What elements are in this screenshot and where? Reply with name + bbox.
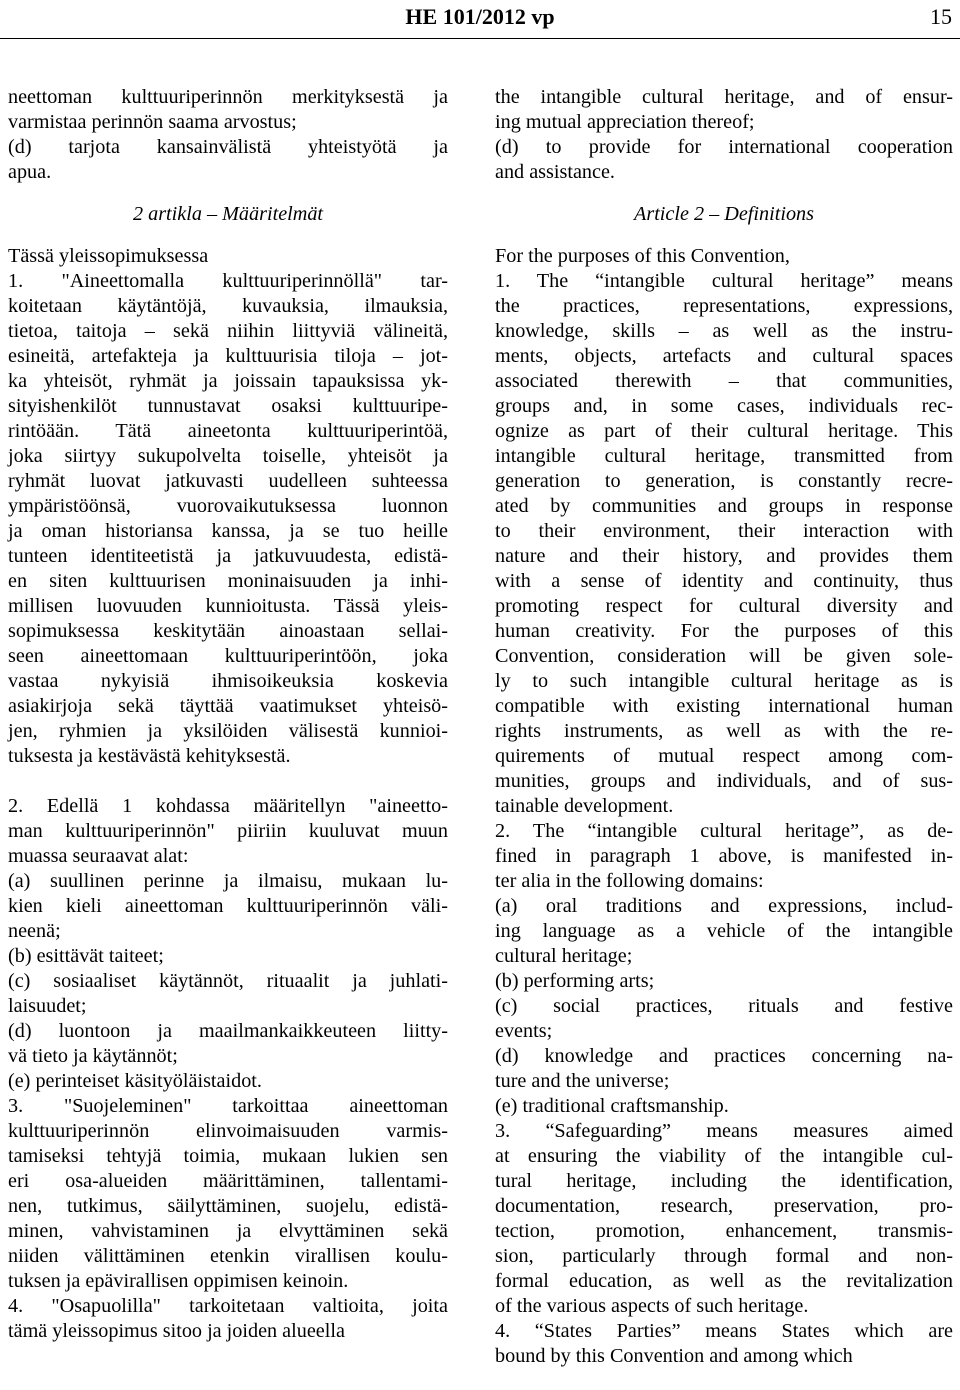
paragraph-line: en siten kulttuurisen moninaisuuden ja inhi- <box>8 570 448 592</box>
paragraph-line: asiakirjoja sekä täyttää vaatimukset yhteisö- <box>8 695 448 717</box>
paragraph-line: ognize as part of their cultural heritage. This <box>495 420 953 442</box>
document-id: HE 101/2012 vp <box>405 4 555 29</box>
page-number: 15 <box>930 4 952 29</box>
paragraph-line: (c) social practices, rituals and festive <box>495 995 953 1017</box>
header-rule <box>0 38 960 39</box>
paragraph-line: kien kieli aineettoman kulttuuriperinnön väli- <box>8 895 448 917</box>
paragraph-line: 3. "Suojeleminen" tarkoittaa aineettoman <box>8 1095 448 1117</box>
paragraph-line: (c) sosiaaliset käytännöt, rituaalit ja juhlati- <box>8 970 448 992</box>
intro-line: the intangible cultural heritage, and of ensur- <box>495 86 953 108</box>
paragraph-line: with a sense of identity and continuity, thus <box>495 570 953 592</box>
finnish-column <box>8 85 448 1344</box>
paragraph-line: vastaa nykyisiä ihmisoikeuksia koskevia <box>8 670 448 692</box>
paragraph-line: nen, tutkimus, säilyttäminen, suojelu, edistä- <box>8 1195 448 1217</box>
intro-line: apua. <box>8 161 52 183</box>
paragraph-line: human creativity. For the purposes of this <box>495 620 953 642</box>
paragraph-line: esineitä, artefakteja ja kulttuurisia tiloja – jot- <box>8 345 448 367</box>
paragraph-line: intangible cultural heritage, transmitted from <box>495 445 953 467</box>
paragraph-line: ated by communities and groups in response <box>495 495 953 517</box>
paragraph-line: documentation, research, preservation, pro- <box>495 1195 953 1217</box>
paragraph-line: the practices, representations, expressions, <box>495 295 953 317</box>
lead-line: Tässä yleissopimuksessa <box>8 245 209 267</box>
paragraph-line: ja oman historiansa kanssa, ja se tuo heille <box>8 520 448 542</box>
paragraph-line: tainable development. <box>495 795 674 817</box>
paragraph-line: tämä yleissopimus sitoo ja joiden alueella <box>8 1320 345 1342</box>
paragraph-line: knowledge, skills – as well as the instru- <box>495 320 953 342</box>
paragraph-line: sopimuksessa keskitytään ainoastaan sellai- <box>8 620 448 642</box>
paragraph-line: tunteen identiteetistä ja jatkuvuudesta, edistä- <box>8 545 448 567</box>
paragraph-line: to their environment, their interaction with <box>495 520 953 542</box>
paragraph-line: at ensuring the viability of the intangible cul- <box>495 1145 953 1167</box>
paragraph-line: groups and, in some cases, individuals rec- <box>495 395 953 417</box>
paragraph-line: of the various aspects of such heritage. <box>495 1295 809 1317</box>
paragraph-line: tamiseksi tehtyjä toimia, mukaan lukien sen <box>8 1145 448 1167</box>
paragraph-line: koitetaan käytäntöjä, kuvauksia, ilmauksia, <box>8 295 448 317</box>
paragraph-line: rintöään. Tätä aineetonta kulttuuriperintöä, <box>8 420 448 442</box>
paragraph-line: associated therewith – that communities, <box>495 370 953 392</box>
paragraph-line: ympäristöönsä, vuorovaikutuksessa luonnon <box>8 495 448 517</box>
paragraph-line: (a) suullinen perinne ja ilmaisu, mukaan lu- <box>8 870 448 892</box>
intro-line: neettoman kulttuuriperinnön merkityksestä ja <box>8 86 448 108</box>
paragraph-line: (b) esittävät taiteet; <box>8 945 164 967</box>
paragraph-line: bound by this Convention and among which <box>495 1345 853 1367</box>
paragraph-line: fined in paragraph 1 above, is manifested in- <box>495 845 953 867</box>
paragraph-line: ka yhteisöt, ryhmät ja joissain tapauksissa yk- <box>8 370 448 392</box>
paragraph-line: niiden välittäminen etenkin virallisen koulu- <box>8 1245 448 1267</box>
spacer <box>495 185 953 202</box>
paragraph-line: muassa seuraavat alat: <box>8 845 189 867</box>
paragraph-line: ter alia in the following domains: <box>495 870 764 892</box>
paragraph-line: (d) luontoon ja maailmankaikkeuteen liitty- <box>8 1020 448 1042</box>
paragraph-line: (d) knowledge and practices concerning na- <box>495 1045 953 1067</box>
paragraph-line: formal education, as well as the revitalization <box>495 1270 953 1292</box>
paragraph-line: (b) performing arts; <box>495 970 655 992</box>
paragraph-line: jen, ryhmien ja yksilöiden välisestä kunnioi- <box>8 720 448 742</box>
paragraph-line: munities, groups and individuals, and of sus- <box>495 770 953 792</box>
paragraph-line: ments, objects, artefacts and cultural spaces <box>495 345 953 367</box>
paragraph-line: 2. The “intangible cultural heritage”, as de- <box>495 820 953 842</box>
paragraph-line: 2. Edellä 1 kohdassa määritellyn "aineetto- <box>8 795 448 817</box>
paragraph-line: sityishenkilöt tunnustavat osaksi kulttuuripe- <box>8 395 448 417</box>
paragraph-line: (e) traditional craftsmanship. <box>495 1095 729 1117</box>
paragraph-line: (e) perinteiset käsityöläistaidot. <box>8 1070 262 1092</box>
paragraph-line: promoting respect for cultural diversity and <box>495 595 953 617</box>
paragraph-line: compatible with existing international human <box>495 695 953 717</box>
paragraph-line: Convention, consideration will be given sole- <box>495 645 953 667</box>
paragraph-line: sion, particularly through formal and non- <box>495 1245 953 1267</box>
paragraph-line: minen, vahvistaminen ja elvyttäminen sekä <box>8 1220 448 1242</box>
paragraph-line: seen aineettomaan kulttuuriperintöön, joka <box>8 645 448 667</box>
paragraph-line: ing language as a vehicle of the intangible <box>495 920 953 942</box>
paragraph-line: 3. “Safeguarding” means measures aimed <box>495 1120 953 1142</box>
spacer <box>8 769 448 794</box>
article-heading: 2 artikla – Määritelmät <box>132 203 324 225</box>
paragraph-line: events; <box>495 1020 553 1042</box>
paragraph-line: vä tieto ja käytännöt; <box>8 1045 178 1067</box>
paragraph-line: kulttuuriperinnön elinvoimaisuuden varmis- <box>8 1120 448 1142</box>
paragraph-line: nature and their history, and provides them <box>495 545 953 567</box>
english-column <box>495 85 953 1369</box>
intro-line: (d) tarjota kansainvälistä yhteistyötä ja <box>8 136 448 158</box>
spacer <box>8 227 448 244</box>
paragraph-line: tuksesta ja kestävästä kehityksestä. <box>8 745 291 767</box>
paragraph-line: tural heritage, including the identification, <box>495 1170 953 1192</box>
intro-line: (d) to provide for international cooperation <box>495 136 953 158</box>
paragraph-line: tection, promotion, enhancement, transmis- <box>495 1220 953 1242</box>
spacer <box>495 227 953 244</box>
paragraph-line: neenä; <box>8 920 61 942</box>
paragraph-line: ture and the universe; <box>495 1070 670 1092</box>
intro-line: varmistaa perinnön saama arvostus; <box>8 111 297 133</box>
paragraph-line: joka siirtyy sukupolvelta toiselle, yhteisöt ja <box>8 445 448 467</box>
paragraph-line: 1. The “intangible cultural heritage” means <box>495 270 953 292</box>
paragraph-line: 4. “States Parties” means States which are <box>495 1320 953 1342</box>
paragraph-line: generation to generation, is constantly recre- <box>495 470 953 492</box>
paragraph-line: quirements of mutual respect among com- <box>495 745 953 767</box>
paragraph-line: tuksen ja epävirallisen oppimisen keinoin. <box>8 1270 349 1292</box>
paragraph-line: tietoa, taitoja – sekä niihin liittyviä välineitä, <box>8 320 448 342</box>
paragraph-line: rights instruments, as well as with the re- <box>495 720 953 742</box>
paragraph-line: eri osa-alueiden määrittäminen, tallentami- <box>8 1170 448 1192</box>
intro-line: ing mutual appreciation thereof; <box>495 111 755 133</box>
intro-line: and assistance. <box>495 161 615 183</box>
paragraph-line: cultural heritage; <box>495 945 633 967</box>
paragraph-line: 1. "Aineettomalla kulttuuriperinnöllä" tar- <box>8 270 448 292</box>
paragraph-line: millisen luovuuden kunnioitusta. Tässä yleis- <box>8 595 448 617</box>
paragraph-line: ly to such intangible cultural heritage as is <box>495 670 953 692</box>
article-heading: Article 2 – Definitions <box>634 203 814 225</box>
spacer <box>8 185 448 202</box>
paragraph-line: 4. "Osapuolilla" tarkoitetaan valtioita, joita <box>8 1295 448 1317</box>
paragraph-line: man kulttuuriperinnön" piiriin kuuluvat muun <box>8 820 448 842</box>
paragraph-line: (a) oral traditions and expressions, includ- <box>495 895 953 917</box>
paragraph-line: ryhmät luovat jatkuvasti uudelleen suhteessa <box>8 470 448 492</box>
lead-line: For the purposes of this Convention, <box>495 245 790 267</box>
paragraph-line: laisuudet; <box>8 995 87 1017</box>
